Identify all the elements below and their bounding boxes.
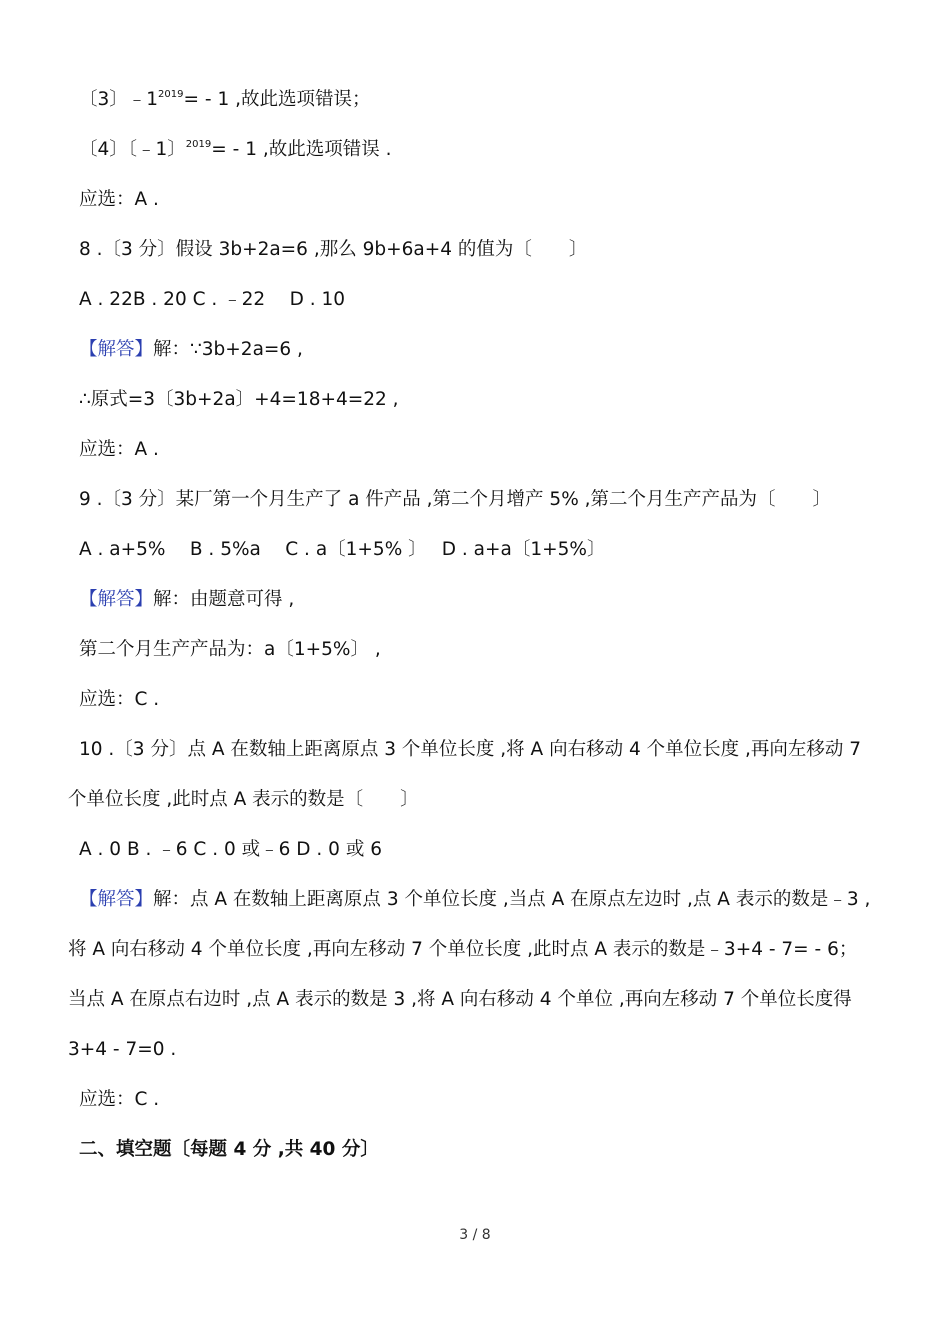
answer-tag: 【解答】 — [79, 589, 154, 610]
answer-10: 【解答】解：点 A 在数轴上距离原点 3 个单位长度 ,当点 A 在原点左边时 ,点 A 表示的数是﹣3 , — [79, 889, 871, 910]
answer-choice-10: 应选：C . — [79, 1089, 160, 1110]
exponent: 2019 — [185, 139, 212, 150]
question-10-cont: 个单位长度 ,此时点 A 表示的数是〔 〕 — [68, 789, 419, 810]
line-item-4: 〔4〕〔﹣1〕$^{2019}$= - 1 ,故此选项错误 . — [79, 139, 392, 160]
answer-10-line-2: 将 A 向右移动 4 个单位长度 ,再向左移动 7 个单位长度 ,此时点 A 表示的数是﹣3+4 - 7= - 6； — [68, 939, 858, 960]
answer-choice-9: 应选：C . — [79, 689, 160, 710]
question-10-options: A . 0 B . ﹣6 C . 0 或﹣6 D . 0 或 6 — [79, 839, 382, 860]
section-heading: 二、填空题〔每题 4 分 ,共 40 分〕 — [79, 1139, 379, 1160]
question-10: 10 .〔3 分〕点 A 在数轴上距离原点 3 个单位长度 ,将 A 向右移动 4 个单位长度 ,再向左移动 7 — [79, 739, 862, 760]
exponent: 2019 — [158, 89, 184, 100]
answer-10-line-3: 当点 A 在原点右边时 ,点 A 表示的数是 3 ,将 A 向右移动 4 个单位 ,再向左移动 7 个单位长度得 — [68, 989, 852, 1010]
answer-tag: 【解答】 — [79, 339, 154, 360]
answer-9-step: 第二个月生产产品为：a〔1+5%〕 , — [79, 639, 381, 660]
question-9-options: A . a+5% B . 5%a C . a〔1+5% 〕 D . a+a〔1+5%〕 — [79, 539, 606, 560]
answer-8: 【解答】解：∵3b+2a=6 , — [79, 339, 303, 360]
answer-tag: 【解答】 — [79, 889, 154, 910]
answer-8-step: ∴原式=3〔3b+2a〕+4=18+4=22 , — [79, 389, 399, 410]
answer-choice-7: 应选：A . — [79, 189, 159, 210]
line-item-3: 〔3〕$﹣1^{2019}= - 1$ ,故此选项错误； — [79, 89, 371, 110]
question-8-options: A . 22B . 20 C . ﹣22 D . 10 — [79, 289, 346, 310]
answer-9: 【解答】解：由题意可得 , — [79, 589, 295, 610]
page-number: 3 / 8 — [459, 1227, 491, 1243]
question-9: 9 .〔3 分〕某厂第一个月生产了 a 件产品 ,第二个月增产 5% ,第二个月生产产品为〔 〕 — [79, 489, 832, 510]
answer-choice-8: 应选：A . — [79, 439, 159, 460]
question-8: 8 .〔3 分〕假设 3b+2a=6 ,那么 9b+6a+4 的值为〔 〕 — [79, 239, 588, 260]
answer-10-line-4: 3+4 - 7=0 . — [68, 1039, 177, 1060]
